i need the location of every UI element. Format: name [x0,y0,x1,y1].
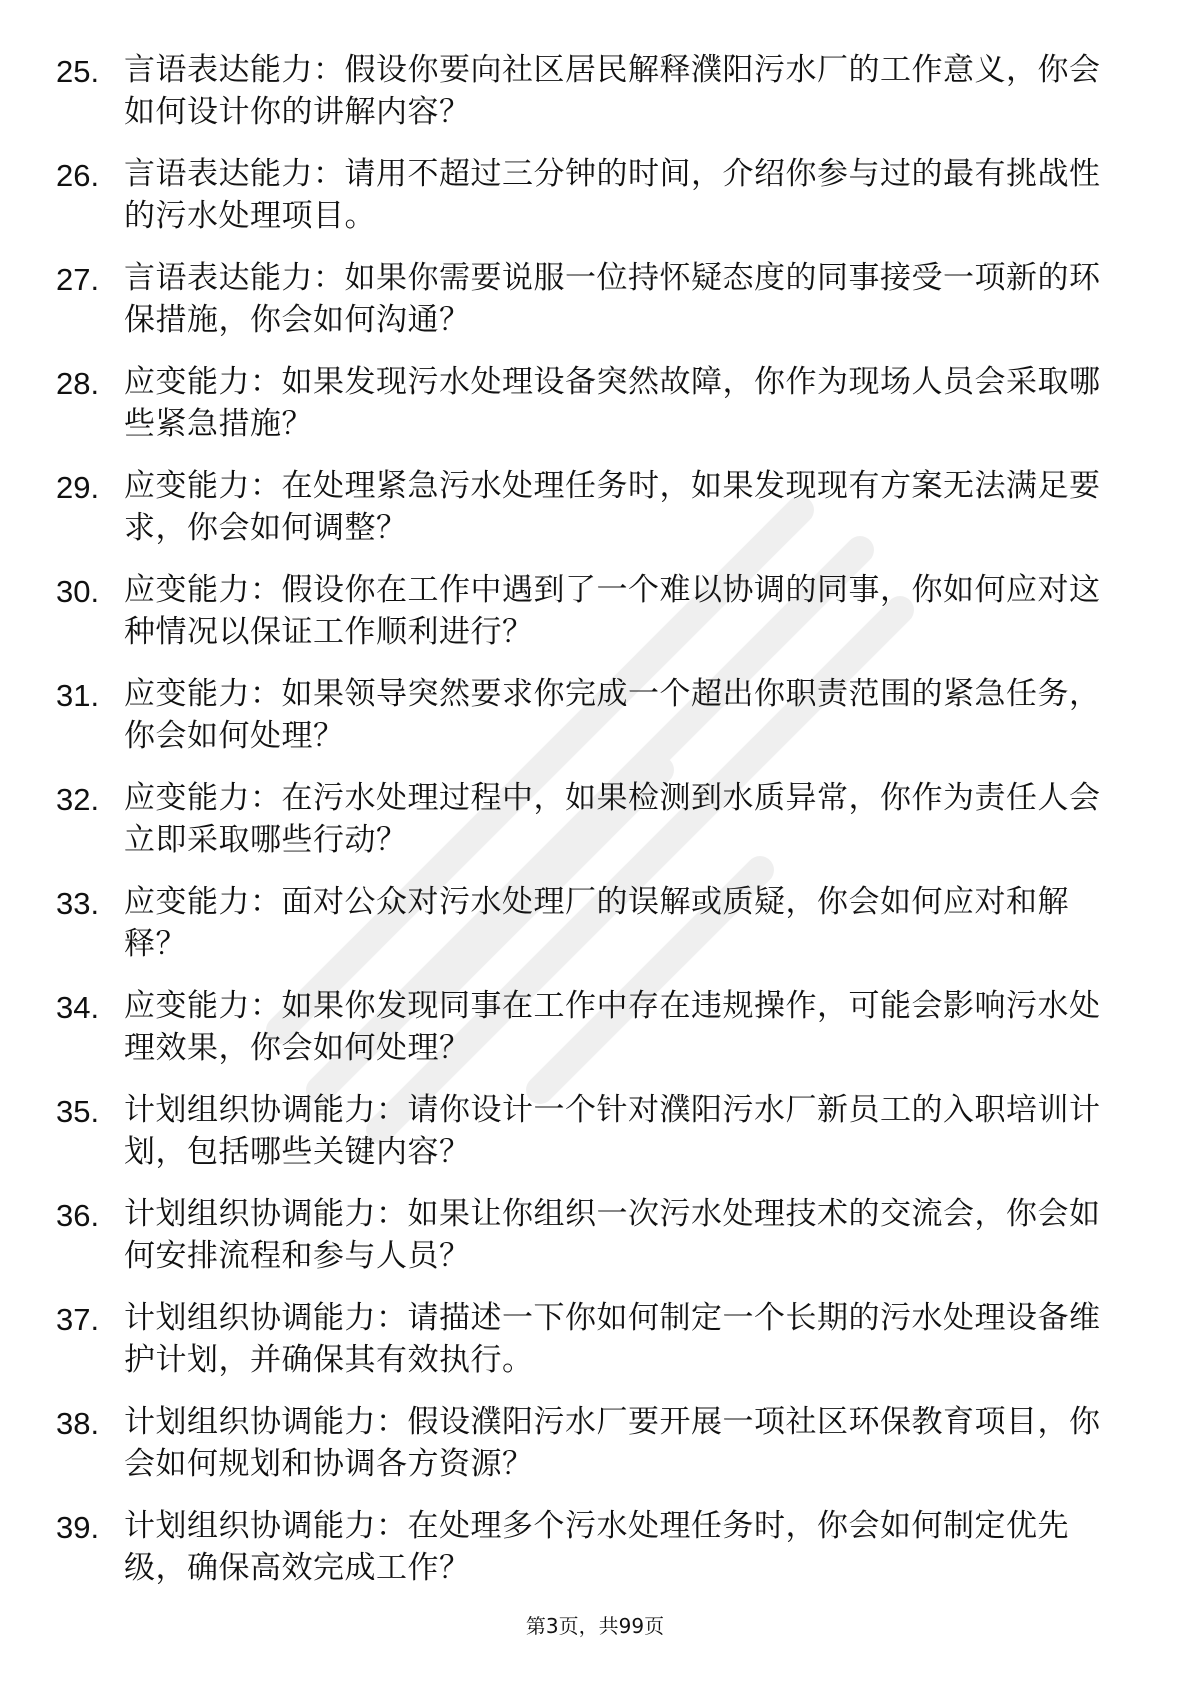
question-number: 39. [56,1510,100,1545]
question-item [0,981,1190,1085]
question-number: 28. [56,366,100,401]
question-number: 33. [56,886,100,921]
question-number: 31. [56,678,100,713]
question-text: 应变能力：假设你在工作中遇到了一个难以协调的同事，你如何应对这种情况以保证工作顺利进行？ [124,572,1101,650]
question-number: 25. [56,54,100,89]
question-text: 计划组织协调能力：如果让你组织一次污水处理技术的交流会，你会如何安排流程和参与人员？ [124,1196,1101,1274]
question-number: 35. [56,1094,100,1129]
question-item [0,773,1190,877]
question-number: 36. [56,1198,100,1233]
question-text: 计划组织协调能力：请你设计一个针对濮阳污水厂新员工的入职培训计划，包括哪些关键内容？ [124,1092,1101,1170]
question-item [0,669,1190,773]
question-text: 言语表达能力：假设你要向社区居民解释濮阳污水厂的工作意义，你会如何设计你的讲解内容？ [124,52,1101,130]
question-text: 言语表达能力：如果你需要说服一位持怀疑态度的同事接受一项新的环保措施，你会如何沟通？ [124,260,1101,338]
question-number: 34. [56,990,100,1025]
question-item [0,253,1190,357]
question-item [0,1085,1190,1189]
question-number: 30. [56,574,100,609]
question-item [0,565,1190,669]
question-text: 应变能力：在污水处理过程中，如果检测到水质异常，你作为责任人会立即采取哪些行动？ [124,780,1101,858]
question-number: 29. [56,470,100,505]
question-item [0,45,1190,149]
question-item [0,461,1190,565]
question-number: 26. [56,158,100,193]
question-item [0,1397,1190,1501]
question-text: 计划组织协调能力：在处理多个污水处理任务时，你会如何制定优先级，确保高效完成工作？ [124,1508,1069,1586]
question-item [0,149,1190,253]
question-item [0,877,1190,981]
question-text: 应变能力：如果你发现同事在工作中存在违规操作，可能会影响污水处理效果，你会如何处理？ [124,988,1101,1066]
question-number: 32. [56,782,100,817]
question-text: 应变能力：面对公众对污水处理厂的误解或质疑，你会如何应对和解释？ [124,884,1069,962]
question-text: 应变能力：如果领导突然要求你完成一个超出你职责范围的紧急任务，你会如何处理？ [124,676,1101,754]
question-number: 38. [56,1406,100,1441]
question-text: 计划组织协调能力：假设濮阳污水厂要开展一项社区环保教育项目，你会如何规划和协调各方资源？ [124,1404,1101,1482]
question-item [0,357,1190,461]
question-text: 应变能力：在处理紧急污水处理任务时，如果发现现有方案无法满足要求，你会如何调整？ [124,468,1101,546]
question-list [0,45,1190,1605]
question-text: 应变能力：如果发现污水处理设备突然故障，你作为现场人员会采取哪些紧急措施？ [124,364,1101,442]
page-number-footer: 第3页，共99页 [525,1614,665,1638]
question-item [0,1501,1190,1605]
question-text: 言语表达能力：请用不超过三分钟的时间，介绍你参与过的最有挑战性的污水处理项目。 [124,156,1101,234]
question-text: 计划组织协调能力：请描述一下你如何制定一个长期的污水处理设备维护计划，并确保其有效执行。 [124,1300,1101,1378]
question-number: 27. [56,262,100,297]
question-item [0,1293,1190,1397]
question-item [0,1189,1190,1293]
question-number: 37. [56,1302,100,1337]
